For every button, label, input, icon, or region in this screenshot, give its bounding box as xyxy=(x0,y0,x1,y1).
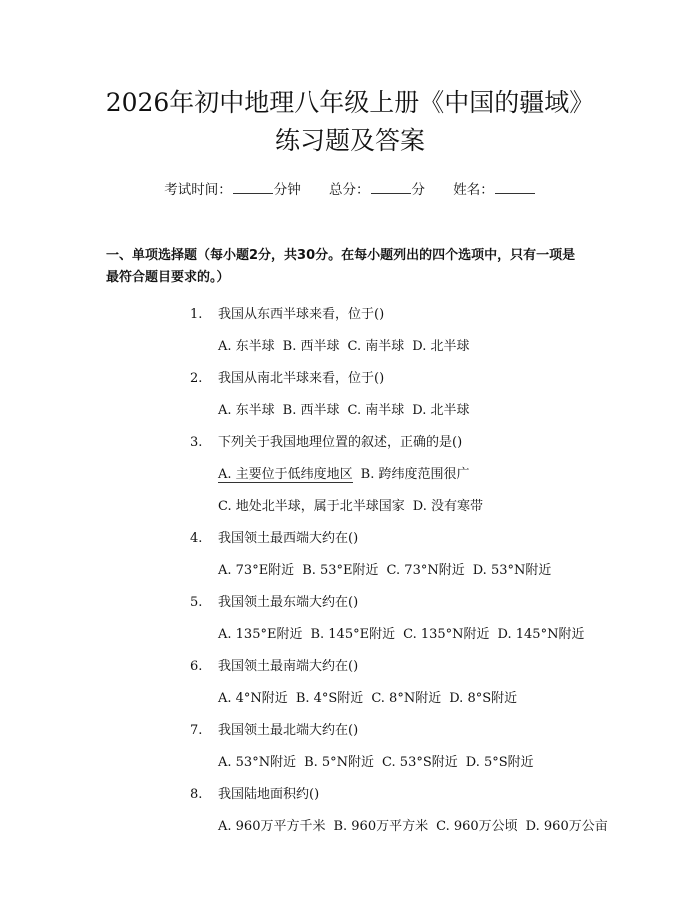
question-item xyxy=(190,427,640,523)
question-options xyxy=(190,555,640,587)
question-item xyxy=(190,779,640,843)
question-stem xyxy=(190,651,640,683)
option-c: C. 南半球 xyxy=(347,339,405,354)
question-options xyxy=(190,491,640,523)
option-c: C. 南半球 xyxy=(347,403,405,418)
question-item xyxy=(190,651,640,715)
option-b: B. 5°N附近 xyxy=(304,755,375,770)
question-stem xyxy=(190,523,640,555)
exam-meta xyxy=(60,180,640,200)
question-options xyxy=(190,619,640,651)
question-stem xyxy=(190,779,640,811)
option-b: B. 跨纬度范围很广 xyxy=(360,467,470,482)
question-number: 5. xyxy=(190,595,203,610)
option-a: A. 4°N附近 xyxy=(218,691,288,706)
question-text: 我国领土最西端大约在() xyxy=(218,531,359,546)
student-name-label: 姓名： xyxy=(453,182,494,198)
option-d: D. 北半球 xyxy=(412,403,470,418)
question-options xyxy=(190,683,640,715)
question-number: 2. xyxy=(190,371,203,386)
question-text: 我国从南北半球来看，位于() xyxy=(218,371,385,386)
option-d: D. 53°N附近 xyxy=(472,563,552,578)
exam-time-unit: 分钟 xyxy=(273,182,301,198)
option-d: D. 145°N附近 xyxy=(497,627,585,642)
option-d: D. 960万公亩 xyxy=(525,819,608,834)
option-a: A. 960万平方千米 xyxy=(218,819,326,834)
question-stem xyxy=(190,363,640,395)
question-options xyxy=(190,811,640,843)
question-options xyxy=(190,395,640,427)
question-number: 6. xyxy=(190,659,203,674)
title-line-2: 练习题及答案 xyxy=(274,126,425,155)
option-b: B. 145°E附近 xyxy=(310,627,396,642)
exam-time-field xyxy=(164,180,301,200)
question-options xyxy=(190,747,640,779)
option-a: A. 135°E附近 xyxy=(218,627,303,642)
question-item xyxy=(190,715,640,779)
question-item xyxy=(190,587,640,651)
question-list xyxy=(190,299,640,843)
option-c: C. 135°N附近 xyxy=(403,627,490,642)
total-score-field xyxy=(329,180,425,200)
option-c: C. 8°N附近 xyxy=(371,691,442,706)
title-line-1: 2026年初中地理八年级上册《中国的疆域》 xyxy=(105,88,595,117)
question-number: 8. xyxy=(190,787,203,802)
option-d: D. 没有寒带 xyxy=(412,499,483,514)
section-title: 一、单项选择题（每小题2分，共30分。在每小题列出的四个选项中，只有一项是最符合题目要求的。） xyxy=(106,248,576,285)
option-c: C. 960万公顷 xyxy=(436,819,518,834)
question-item xyxy=(190,363,640,427)
question-number: 4. xyxy=(190,531,203,546)
question-options xyxy=(190,331,640,363)
question-item xyxy=(190,299,640,363)
question-stem xyxy=(190,587,640,619)
student-name-blank xyxy=(495,181,535,194)
option-b: B. 53°E附近 xyxy=(302,563,379,578)
option-c: C. 地处北半球，属于北半球国家 xyxy=(218,499,405,514)
option-a: A. 主要位于低纬度地区 xyxy=(218,467,353,482)
option-a: A. 东半球 xyxy=(218,403,275,418)
question-stem xyxy=(190,427,640,459)
question-stem xyxy=(190,299,640,331)
total-score-label: 总分： xyxy=(329,182,370,198)
option-c: C. 53°S附近 xyxy=(382,755,458,770)
question-number: 7. xyxy=(190,723,203,738)
option-d: D. 5°S附近 xyxy=(465,755,534,770)
question-text: 我国领土最北端大约在() xyxy=(218,723,359,738)
option-b: B. 西半球 xyxy=(282,403,340,418)
question-number: 1. xyxy=(190,307,203,322)
question-text: 我国陆地面积约() xyxy=(218,787,320,802)
total-score-blank xyxy=(371,181,411,194)
page-title xyxy=(60,0,640,160)
question-text: 下列关于我国地理位置的叙述，正确的是() xyxy=(218,435,463,450)
question-options xyxy=(190,459,640,491)
exam-time-blank xyxy=(233,181,273,194)
option-b: B. 西半球 xyxy=(282,339,340,354)
option-d: D. 8°S附近 xyxy=(449,691,518,706)
question-text: 我国从东西半球来看，位于() xyxy=(218,307,385,322)
option-b: B. 4°S附近 xyxy=(295,691,364,706)
option-a: A. 53°N附近 xyxy=(218,755,297,770)
option-c: C. 73°N附近 xyxy=(386,563,465,578)
question-stem xyxy=(190,715,640,747)
question-number: 3. xyxy=(190,435,203,450)
exam-time-label: 考试时间： xyxy=(164,182,232,198)
student-name-field xyxy=(453,180,536,200)
question-text: 我国领土最东端大约在() xyxy=(218,595,359,610)
option-a: A. 73°E附近 xyxy=(218,563,295,578)
question-text: 我国领土最南端大约在() xyxy=(218,659,359,674)
total-score-unit: 分 xyxy=(411,182,425,198)
option-d: D. 北半球 xyxy=(412,339,470,354)
option-b: B. 960万平方米 xyxy=(333,819,429,834)
question-item xyxy=(190,523,640,587)
option-a: A. 东半球 xyxy=(218,339,275,354)
